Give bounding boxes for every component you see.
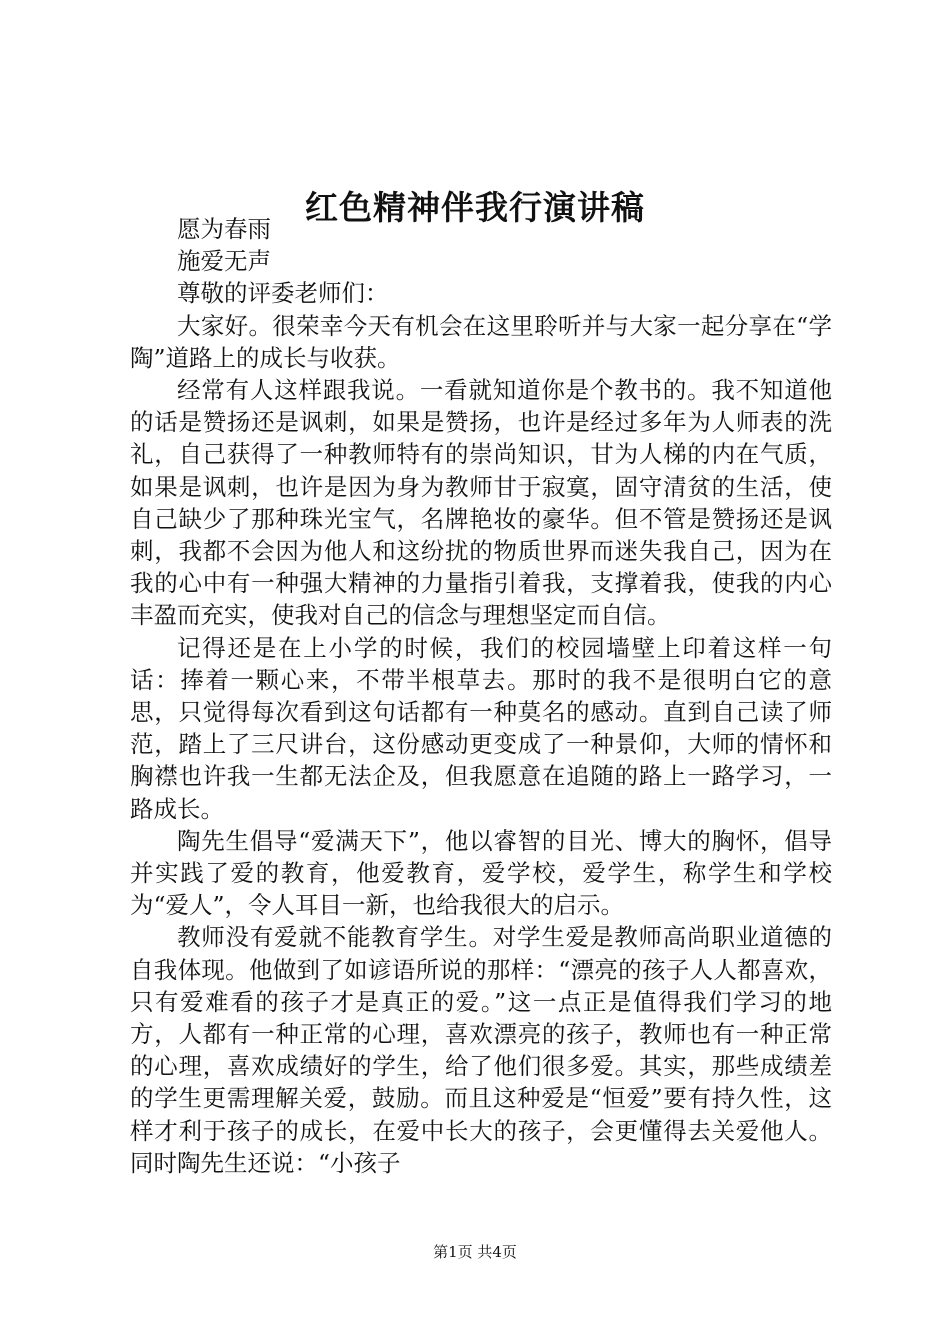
paragraph: 施爱无声	[177, 247, 271, 276]
paragraph: 尊敬的评委老师们：	[177, 279, 389, 308]
paragraph: 记得还是在上小学的时候，我们的校园墙壁上印着这样一句话：捧着一颗心来，不带半根草去。那时的我不是很明白它的意思，只觉得每次看到这句话都有一种莫名的感动。直到自己读了师范，踏上了三尺讲台，这份感动更变成了一种景仰，大师的情怀和胸襟也许我一生都无法企及，但我愿意在追随的路上一路学习，一路成长。	[130, 633, 832, 823]
document-title: 红色精神伴我行演讲稿	[305, 188, 645, 227]
document-body	[130, 213, 832, 1179]
paragraph: 愿为春雨	[177, 215, 271, 243]
paragraph: 大家好。很荣幸今天有机会在这里聆听并与大家一起分享在“学陶”道路上的成长与收获。	[130, 311, 832, 372]
paragraph: 陶先生倡导“爱满天下”，他以睿智的目光、博大的胸怀，倡导并实践了爱的教育，他爱教育，爱学校，爱学生，称学生和学校为“爱人”，令人耳目一新，也给我很大的启示。	[130, 826, 832, 920]
paragraph: 经常有人这样跟我说。一看就知道你是个教书的。我不知道他的话是赞扬还是讽刺，如果是赞扬，也许是经过多年为人师表的洗礼，自己获得了一种教师特有的崇尚知识，甘为人梯的内在气质，如果是讽刺，也许是因为身为教师甘于寂寞，固守清贫的生活，使自己缺少了那种珠光宝气，名牌艳妆的豪华。但不管是赞扬还是讽刺，我都不会因为他人和这纷扰的物质世界而迷失我自己，因为在我的心中有一种强大精神的力量指引着我，支撑着我，使我的内心丰盈而充实，使我对自己的信念与理想坚定而自信。	[130, 376, 832, 630]
paragraph: 教师没有爱就不能教育学生。对学生爱是教师高尚职业道德的自我体现。他做到了如谚语所说的那样：“漂亮的孩子人人都喜欢，只有爱难看的孩子才是真正的爱。”这一点正是值得我们学习的地方，人都有一种正常的心理，喜欢漂亮的孩子，教师也有一种正常的心理，喜欢成绩好的学生，给了他们很多爱。其实，那些成绩差的学生更需理解关爱，鼓励。而且这种爱是“恒爱”要有持久性，这样才利于孩子的成长，在爱中长大的孩子，会更懂得去关爱他人。同时陶先生还说：“小孩子	[130, 923, 832, 1177]
page-footer: 第1页 共4页	[433, 1243, 517, 1261]
